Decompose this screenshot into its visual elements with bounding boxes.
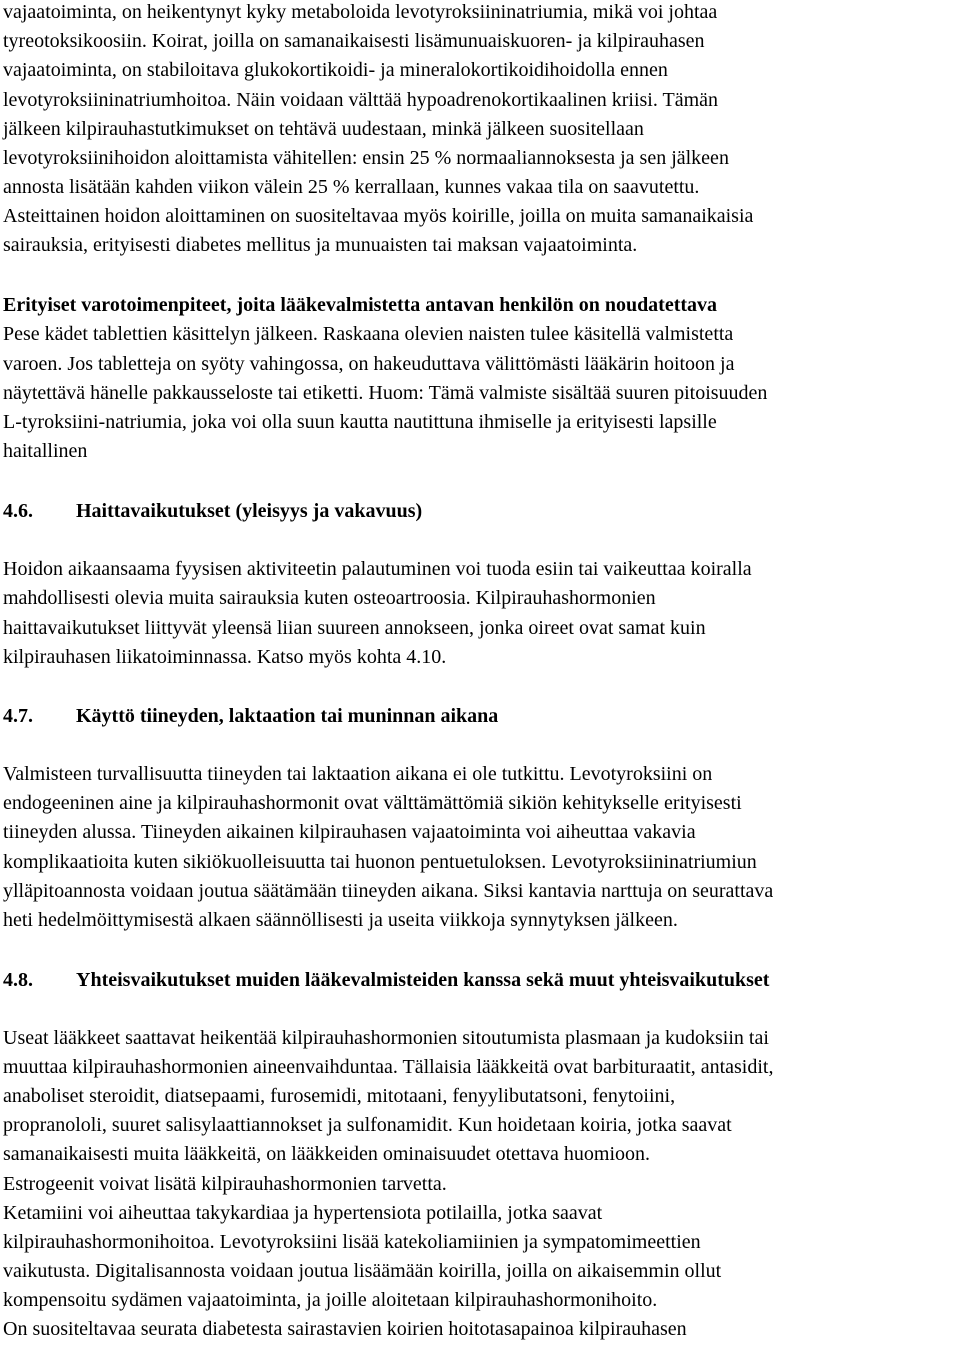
text-line: Hoidon aikaansaama fyysisen aktiviteetin palautuminen voi tuoda esiin tai vaikeuttaa koiralla — [3, 558, 752, 580]
text-line: Useat lääkkeet saattavat heikentää kilpirauhashormonien sitoutumista plasmaan ja kudoksiin tai — [3, 1027, 769, 1049]
text-line: levotyroksiinihoidon aloittamista vähitellen: ensin 25 % normaaliannoksesta ja sen jälkeen — [3, 147, 729, 169]
text-line: kompensoitu sydämen vajaatoiminta, ja joille aloitetaan kilpirauhashormonihoito. — [3, 1289, 658, 1311]
text-line: näytettävä hänelle pakkausseloste tai etiketti. Huom: Tämä valmiste sisältää suuren pitoisuuden — [3, 382, 768, 404]
text-line: haittavaikutukset liittyvät yleensä liian suureen annokseen, jonka oireet ovat samat kuin — [3, 617, 706, 639]
text-line: jälkeen kilpirauhastutkimukset on tehtävä uudestaan, minkä jälkeen suositellaan — [3, 118, 644, 140]
text-line: endogeeninen aine ja kilpirauhashormonit ovat välttämättömiä sikiön kehitykselle erityisesti — [3, 792, 742, 814]
text-line: Valmisteen turvallisuutta tiineyden tai laktaation aikana ei ole tutkittu. Levotyroksiini on — [3, 763, 713, 785]
text-line: Ketamiini voi aiheuttaa takykardiaa ja hypertensiota potilailla, jotka saavat — [3, 1202, 603, 1224]
text-line: sairauksia, erityisesti diabetes mellitus ja munuaisten tai maksan vajaatoiminta. — [3, 234, 638, 256]
section-heading — [3, 497, 943, 526]
section-number: 4.7. — [3, 705, 33, 727]
section-title: Haittavaikutukset (yleisyys ja vakavuus) — [76, 500, 423, 522]
text-line: samanaikaisesti muita lääkkeitä, on lääkkeiden ominaisuudet otettava huomioon. — [3, 1143, 651, 1165]
text-line: Estrogeenit voivat lisätä kilpirauhashormonien tarvetta. — [3, 1173, 447, 1195]
precautions-heading: Erityiset varotoimenpiteet, joita lääkevalmistetta antavan henkilön on noudatettava — [3, 294, 718, 316]
text-line: vajaatoiminta, on stabiloitava glukokortikoidi- ja mineralokortikoidihoidolla ennen — [3, 59, 668, 81]
section-heading — [3, 966, 943, 995]
text-line: kilpirauhasen liikatoiminnassa. Katso myös kohta 4.10. — [3, 646, 447, 668]
text-line: vajaatoiminta, on heikentynyt kyky metaboloida levotyroksiininatriumia, mikä voi johtaa — [3, 1, 718, 23]
text-line: ylläpitoannosta voidaan joutua säätämään tiineyden aikana. Siksi kantavia narttuja on seurattava — [3, 880, 774, 902]
section-number: 4.6. — [3, 500, 33, 522]
text-line: varoen. Jos tabletteja on syöty vahingossa, on hakeuduttava välittömästi lääkärin hoitoon ja — [3, 353, 735, 375]
text-line: mahdollisesti olevia muita sairauksia kuten osteoartroosia. Kilpirauhashormonien — [3, 587, 656, 609]
text-line: haitallinen — [3, 440, 88, 462]
text-line: Pese kädet tablettien käsittelyn jälkeen. Raskaana olevien naisten tulee käsitellä valmistetta — [3, 323, 734, 345]
text-line: tiineyden alussa. Tiineyden aikainen kilpirauhasen vajaatoiminta voi aiheuttaa vakavia — [3, 821, 696, 843]
section-number: 4.8. — [3, 969, 33, 991]
text-line: On suositeltavaa seurata diabetesta sairastavien koirien hoitotasapainoa kilpirauhasen — [3, 1318, 687, 1340]
text-line: L-tyroksiini-natriumia, joka voi olla suun kautta nautittuna ihmiselle ja erityisesti lapsille — [3, 411, 717, 433]
text-line: annosta lisätään kahden viikon välein 25 % kerrallaan, kunnes vakaa tila on saavutettu. — [3, 176, 700, 198]
text-line: heti hedelmöittymisestä alkaen säännöllisesti ja useita viikkoja synnytyksen jälkeen. — [3, 909, 678, 931]
text-line: Asteittainen hoidon aloittaminen on suositeltavaa myös koirille, joilla on muita samanaikaisia — [3, 205, 754, 227]
section-title: Käyttö tiineyden, laktaation tai muninnan aikana — [76, 705, 499, 727]
text-line: levotyroksiininatriumhoitoa. Näin voidaan välttää hypoadrenokortikaalinen kriisi. Tämän — [3, 89, 718, 111]
text-line: tyreotoksikoosiin. Koirat, joilla on samanaikaisesti lisämunuaiskuoren- ja kilpirauhasen — [3, 30, 705, 52]
section-title: Yhteisvaikutukset muiden lääkevalmisteiden kanssa sekä muut yhteisvaikutukset — [76, 969, 770, 991]
text-line: kilpirauhashormonihoitoa. Levotyroksiini lisää katekoliamiinien ja sympatomimeettien — [3, 1231, 701, 1253]
text-line: anaboliset steroidit, diatsepaami, furosemidi, mitotaani, fenyylibutatsoni, fenytoiini, — [3, 1085, 676, 1107]
text-line: komplikaatioita kuten sikiökuolleisuutta tai huonon pentuetuloksen. Levotyroksiininatriumiun — [3, 851, 757, 873]
text-line: propranololi, suuret salisylaattiannokset ja sulfonamidit. Kun hoidetaan koiria, jotka saavat — [3, 1114, 732, 1136]
section-heading — [3, 702, 943, 731]
text-line: vaikutusta. Digitalisannosta voidaan joutua lisäämään koirilla, joilla on aikaisemmin ollut — [3, 1260, 722, 1282]
text-line: muuttaa kilpirauhashormonien aineenvaihduntaa. Tällaisia lääkkeitä ovat barbituraatit, antasidit, — [3, 1056, 774, 1078]
